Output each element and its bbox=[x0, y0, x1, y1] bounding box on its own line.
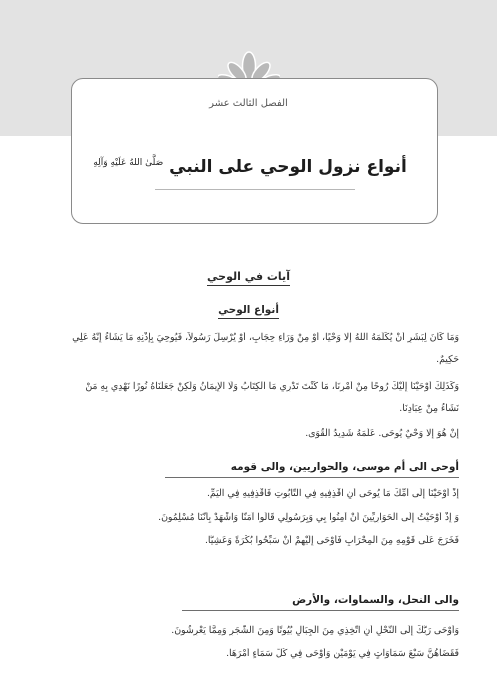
section-underline bbox=[165, 477, 459, 478]
verse-line: نَشَاءُ مِنْ عِبَادِنَا. bbox=[399, 403, 459, 414]
section-heading: أوحى الى أم موسى، والحواريين، والى قومه bbox=[230, 461, 459, 473]
verse-line: فَخَرَجَ عَلَى قَوْمِهِ مِنَ الْمِحْرَابِ فَأَوْحَى إِلَيْهِمْ أَنْ سَبِّحُوا بُكْرَةً وَعَشِيًّا. bbox=[204, 535, 459, 546]
verse-line: وَأَوْحَى رَبُّكَ إِلَى النَّحْلِ أَنِ اتَّخِذِي مِنَ الْجِبَالِ بُيُوتًا وَمِنَ الشَّجَرِ وَمِمَّا يَعْرِشُونَ. bbox=[171, 625, 459, 636]
ayat-heading-text: آيات في الوحي bbox=[207, 270, 290, 286]
chapter-title bbox=[0, 157, 497, 177]
verse-line: إِذْ أَوْحَيْنَا إِلَى أُمِّكَ مَا يُوحَى أَنِ اقْذِفِيهِ فِي التَّابُوتِ فَاقْذِفِيهِ فِي الْيَمِّ. bbox=[206, 488, 459, 499]
verse-line: وَمَا كَانَ لِبَشَرٍ أَنْ يُكَلِّمَهُ اللهُ إلا وَحْيًا، أَوْ مِنْ وَرَاءِ حِجَابٍ، أَوْ يُرْسِلَ رَسُولاً، فَيُوحِيَ بِإِذْنِهِ مَا يَشَاءُ إِنَّهُ عَلِي bbox=[72, 332, 459, 343]
verse-line: فَقَضَاهُنَّ سَبْعَ سَمَاوَاتٍ فِي يَوْمَيْنِ وَأَوْحَى فِي كُلِّ سَمَاءٍ أَمْرَهَا. bbox=[226, 648, 459, 659]
section-heading: والى النحل، والسماوات، والأرض bbox=[292, 594, 459, 606]
verse-line: وَ إِذْ أَوْحَيْتُ إِلَى الْحَوَارِيِّينَ أَنْ آمِنُوا بِي وَبِرَسُولِي قَالُوا آمَنَّا وَاشْهَدْ بِأَنَّنَا مُسْلِمُونَ. bbox=[158, 512, 459, 523]
chapter-label: الفصل الثالث عشر bbox=[209, 98, 288, 109]
types-heading-text: أنواع الوحي bbox=[218, 304, 279, 319]
honorific-symbol: صَلَّىٰ اللهُ عَلَيْهِ وَآلِهِ bbox=[93, 158, 164, 169]
verse-line: إِنْ هُوَ إِلا وَحْيٌ يُوحَى. عَلَّمَهُ شَدِيدُ الْقُوَى. bbox=[305, 428, 459, 439]
verse-line: وَكَذَلِكَ أَوْحَيْنَا إِلَيْكَ رُوحًا مِنْ أَمْرِنَا، مَا كُنْتَ تَدْرِي مَا الْكِتَابُ وَلَا الإِيمَانُ وَلَكِنْ جَعَلْنَاهُ نُورًا نَهْدِي بِهِ مَنْ bbox=[85, 381, 459, 392]
chapter-title-text: أنواع نزول الوحي على النبي bbox=[169, 157, 407, 177]
verse-line: حَكِيمٌ. bbox=[436, 354, 459, 365]
types-heading bbox=[0, 304, 497, 316]
title-underline bbox=[155, 189, 355, 190]
ayat-heading bbox=[0, 270, 497, 283]
section-underline bbox=[182, 610, 459, 611]
